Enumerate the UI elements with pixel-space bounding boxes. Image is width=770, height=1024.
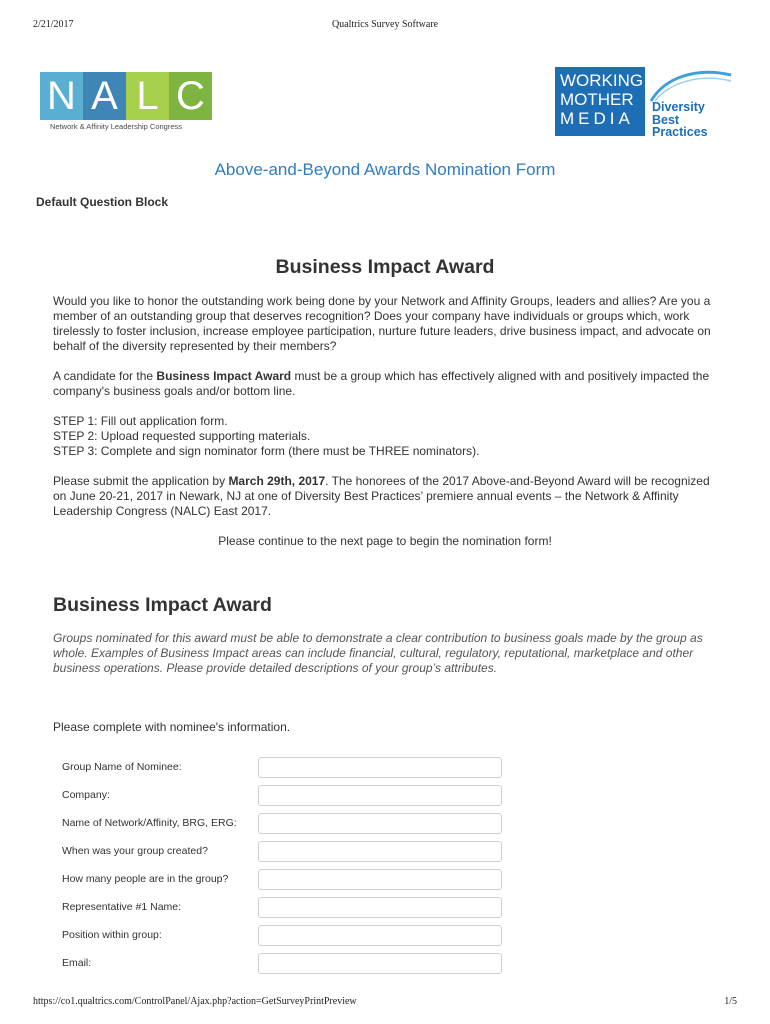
p2-text-before: A candidate for the	[53, 369, 157, 383]
dbp-line-best: Best	[652, 112, 680, 127]
diversity-best-practices-wordmark	[652, 101, 708, 139]
nalc-tagline: Network & Affinity Leadership Congress	[50, 122, 183, 131]
print-footer	[33, 996, 737, 1010]
field-row-size	[62, 869, 502, 891]
group-created-input[interactable]	[258, 841, 502, 862]
continue-note: Please continue to the next page to begin the nomination form!	[218, 534, 552, 548]
print-title: Qualtrics Survey Software	[331, 19, 439, 30]
field-row-rep-name	[62, 897, 502, 919]
network-name-input[interactable]	[258, 813, 502, 834]
company-input[interactable]	[258, 785, 502, 806]
group-name-input[interactable]	[258, 757, 502, 778]
p2-text-after: must be a group which has effectively aligned with and positively impacted the company's business goals and/or bottom line.	[53, 369, 710, 398]
p4-text-after: . The honorees of the 2017 Above-and-Beyond Award will be recognized on June 20-21, 2017 in Newark, NJ at one of Diversity Best Practices’ premiere annual events – the Network & Affinity Leadership Congress (NALC) East 2017.	[53, 474, 710, 518]
intro-paragraph-1: Would you like to honor the outstanding work being done by your Network and Affinity Groups, leaders and allies? Are you a member of an outstanding group that deserves recognition? Does your company have individuals or groups which, work tirelessly to foster inclusion, increase employee participation, nurture future leaders, drive business impact, and advocate on behalf of the diversity represented by their members?	[53, 294, 711, 353]
intro-paragraph-4	[53, 474, 723, 519]
question-block-title: Default Question Block	[36, 195, 169, 209]
field-row-group-name	[62, 757, 502, 779]
p4-deadline: March 29th, 2017	[228, 474, 326, 488]
group-created-label: When was your group created?	[62, 845, 208, 857]
step-2: STEP 2: Upload requested supporting materials.	[53, 429, 311, 443]
company-label: Company:	[62, 789, 110, 801]
email-input[interactable]	[258, 953, 502, 974]
intro-heading: Business Impact Award	[275, 256, 495, 278]
wm-line-working: WORKING	[560, 71, 644, 90]
network-name-label: Name of Network/Affinity, BRG, ERG:	[62, 817, 237, 829]
print-url: https://co1.qualtrics.com/ControlPanel/Ajax.php?action=GetSurveyPrintPreview	[33, 996, 357, 1007]
print-date: 2/21/2017	[33, 19, 74, 30]
steps-list	[53, 414, 723, 459]
group-size-input[interactable]	[258, 869, 502, 890]
step-3: STEP 3: Complete and sign nominator form (there must be THREE nominators).	[53, 444, 480, 458]
nalc-letter-tiles	[40, 72, 212, 120]
form-title: Above-and-Beyond Awards Nomination Form	[214, 160, 556, 179]
intro-paragraph-2	[53, 369, 723, 399]
group-name-label: Group Name of Nominee:	[62, 761, 182, 773]
representative-name-input[interactable]	[258, 897, 502, 918]
field-row-company	[62, 785, 502, 807]
representative-name-label: Representative #1 Name:	[62, 901, 182, 913]
nalc-tile-l: L	[126, 72, 169, 120]
swoosh-icon	[647, 67, 735, 103]
p2-award-name: Business Impact Award	[156, 369, 292, 383]
print-header	[33, 19, 737, 33]
dbp-line-diversity: Diversity	[652, 100, 705, 114]
page-number: 1/5	[724, 996, 737, 1007]
dbp-line-practices: Practices	[652, 125, 708, 139]
wm-line-media: MEDIA	[560, 109, 634, 128]
nalc-logo	[40, 72, 212, 134]
section-heading: Business Impact Award	[53, 594, 272, 616]
position-label: Position within group:	[62, 929, 162, 941]
wm-line-mother: MOTHER	[560, 90, 634, 109]
group-size-label: How many people are in the group?	[62, 873, 229, 885]
field-row-email	[62, 953, 502, 975]
section-description: Groups nominated for this award must be able to demonstrate a clear contribution to business goals made by the group as whole. Examples of Business Impact areas can include financial, cultural, regulatory, reputational, marketplace and other business operations. Please provide detailed descriptions of your group’s attributes.	[53, 631, 703, 675]
step-1: STEP 1: Fill out application form.	[53, 414, 228, 428]
working-mother-box	[555, 67, 645, 136]
nalc-tile-c: C	[169, 72, 212, 120]
nominee-info-prompt: Please complete with nominee's information.	[53, 720, 291, 734]
p4-text-before: Please submit the application by	[53, 474, 229, 488]
field-row-created	[62, 841, 502, 863]
nalc-tile-n: N	[40, 72, 83, 120]
email-label: Email:	[62, 957, 92, 969]
position-input[interactable]	[258, 925, 502, 946]
working-mother-logo	[555, 67, 735, 137]
field-row-position	[62, 925, 502, 947]
nalc-tile-a: A	[83, 72, 126, 120]
field-row-network-name	[62, 813, 502, 835]
